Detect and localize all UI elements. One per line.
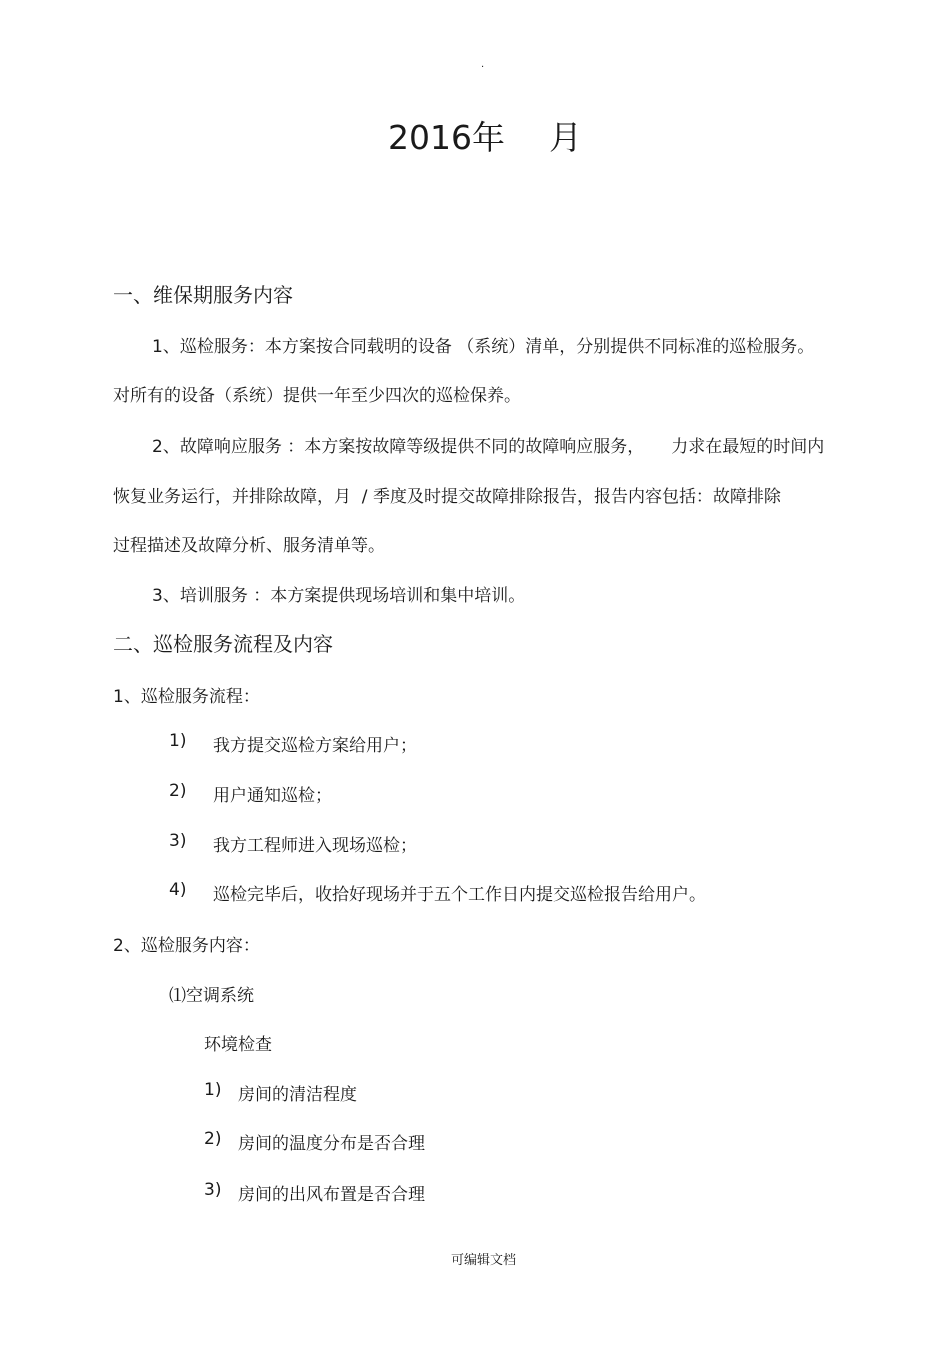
item1-line2: 对所有的设备（系统）提供一年至少四次的巡检保养。 (113, 386, 521, 406)
env-item-text: 房间的出风布置是否合理 (238, 1185, 425, 1205)
flow-step-text: 用户通知巡检； (213, 786, 332, 806)
flow-step-text: 巡检完毕后，收拾好现场并于五个工作日内提交巡检报告给用户。 (213, 885, 706, 905)
env-item-num: 3) (204, 1180, 222, 1200)
item2-line1: 2、故障响应服务 ：本方案按故障等级提供不同的故障响应服务， 力求在最短的时间内 (152, 437, 825, 457)
title-month: 月 (548, 118, 582, 157)
flow-step-num: 1) (169, 731, 187, 751)
item2-line2: 恢复业务运行，并排除故障，月 / 季度及时提交故障排除报告，报告内容包括：故障排除 (113, 487, 781, 507)
page-title (388, 112, 582, 159)
title-year: 2016年 (388, 118, 505, 157)
content-heading: 2、巡检服务内容： (113, 936, 260, 956)
env-check-title: 环境检查 (204, 1035, 272, 1055)
section1-heading: 一、维保期服务内容 (113, 283, 293, 307)
footer-text: 可编辑文档 (451, 1253, 517, 1268)
flow-heading: 1、巡检服务流程： (113, 687, 260, 707)
flow-step-text: 我方提交巡检方案给用户； (213, 736, 417, 756)
item3: 3、培训服务 ：本方案提供现场培训和集中培训。 (152, 586, 526, 606)
env-item-num: 2) (204, 1129, 222, 1149)
env-item-text: 房间的温度分布是否合理 (238, 1134, 425, 1154)
header-mark: · (481, 62, 485, 73)
env-item-text: 房间的清洁程度 (238, 1085, 357, 1105)
item1-line1: 1、巡检服务：本方案按合同载明的设备 （系统）清单，分别提供不同标准的巡检服务。 (152, 337, 815, 357)
flow-step-num: 3) (169, 831, 187, 851)
flow-step-text: 我方工程师进入现场巡检； (213, 836, 417, 856)
flow-step-num: 2) (169, 781, 187, 801)
subsystem-title: ⑴空调系统 (169, 986, 254, 1006)
flow-step-num: 4) (169, 880, 187, 900)
env-item-num: 1) (204, 1080, 222, 1100)
item2-line3: 过程描述及故障分析、服务清单等。 (113, 536, 385, 556)
section2-heading: 二、巡检服务流程及内容 (113, 632, 333, 656)
